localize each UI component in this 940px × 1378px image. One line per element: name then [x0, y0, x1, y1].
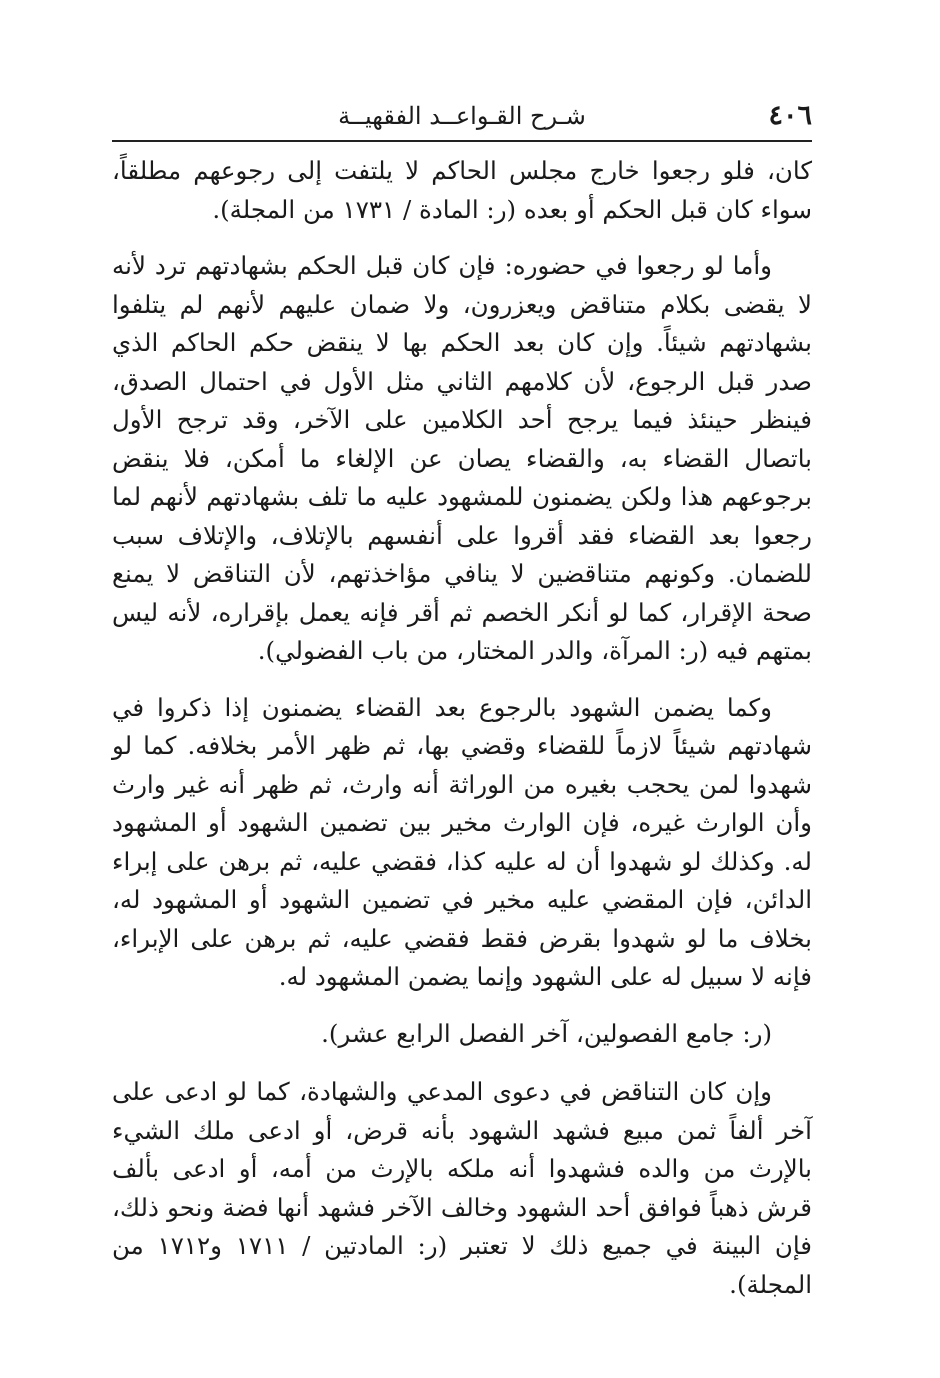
paragraph-contradiction-claim: وإن كان التناقض في دعوى المدعي والشهادة، كما لو ادعى على آخر ألفاً ثمن مبيع فشهد الشهود بأنه قرض، أو ادعى ملك الشيء بالإرث من والده فشهدوا أنه ملكه بالإرث من أمه، أو ادعى بألف قرش ذهباً فوافق أحد الشهود وخالف الآخر فشهد أنها فضة ونحو ذلك، فإن البينة في جميع ذلك لا تعتبر (ر: المادتين / ١٧١١ و١٧١٢ من المجلة).	[112, 1077, 812, 1299]
page	[112, 96, 812, 1322]
book-title: شـرح القـواعــد الفقهيــة	[338, 102, 586, 130]
running-header	[112, 96, 812, 142]
paragraph-witness-liability: وكما يضمن الشهود بالرجوع بعد القضاء يضمنون إذا ذكروا في شهادتهم شيئاً لازماً للقضاء وقضي بها، ثم ظهر الأمر بخلافه. كما لو شهدوا لمن يحجب بغيره من الوراثة أنه وارث، ثم ظهر أنه غير وارث وأن الوارث غيره، فإن الوارث مخير بين تضمين الشهود أو المشهود له. وكذلك لو شهدوا أن له عليه كذا، فقضي عليه، ثم برهن على إبراء الدائن، فإن المقضي عليه مخير في تضمين الشهود أو المشهود له، بخلاف ما لو شهدوا بقرض فقط فقضي عليه، ثم برهن على الإبراء، فإنه لا سبيل له على الشهود وإنما يضمن المشهود له.	[112, 692, 812, 991]
paragraph-continuation: كان، فلو رجعوا خارج مجلس الحاكم لا يلتفت إلى رجوعهم مطلقاً، سواء كان قبل الحكم أو بعده (ر: المادة / ١٧٣١ من المجلة).	[112, 156, 812, 224]
paragraph-return-in-presence: وأما لو رجعوا في حضوره: فإن كان قبل الحكم بشهادتهم ترد لأنه لا يقضى بكلام متناقض ويعزرون، ولا ضمان عليهم لأنهم لم يتلفوا بشهادتهم شيئاً. وإن كان بعد الحكم بها لا ينقض حكم الحاكم الذي صدر قبل الرجوع، لأن كلامهم الثاني مثل الأول في احتمال الصدق، فينظر حينئذ فيما يرجح أحد الكلامين على الآخر، وقد ترجح الأول باتصال القضاء به، والقضاء يصان عن الإلغاء ما أمكن، فلا ينقض برجوعهم هذا ولكن يضمنون للمشهود عليه ما تلف بشهادتهم لأنهم لما رجعوا بعد القضاء فقد أقروا على أنفسهم بالإتلاف، والإتلاف سبب للضمان. وكونهم متناقضين لا ينافي مؤاخذتهم، لأن التناقض لا يمنع صحة الإقرار، كما لو أنكر الخصم ثم أقر فإنه يعمل بإقراره، لأنه ليس بمتهم فيه (ر: المرآة، والدر المختار، من باب الفضولي).	[112, 251, 812, 665]
body-text	[112, 152, 812, 1304]
paragraph-reference: (ر: جامع الفصولين، آخر الفصل الرابع عشر).	[321, 1018, 772, 1048]
page-number: ٤٠٦	[768, 100, 812, 131]
